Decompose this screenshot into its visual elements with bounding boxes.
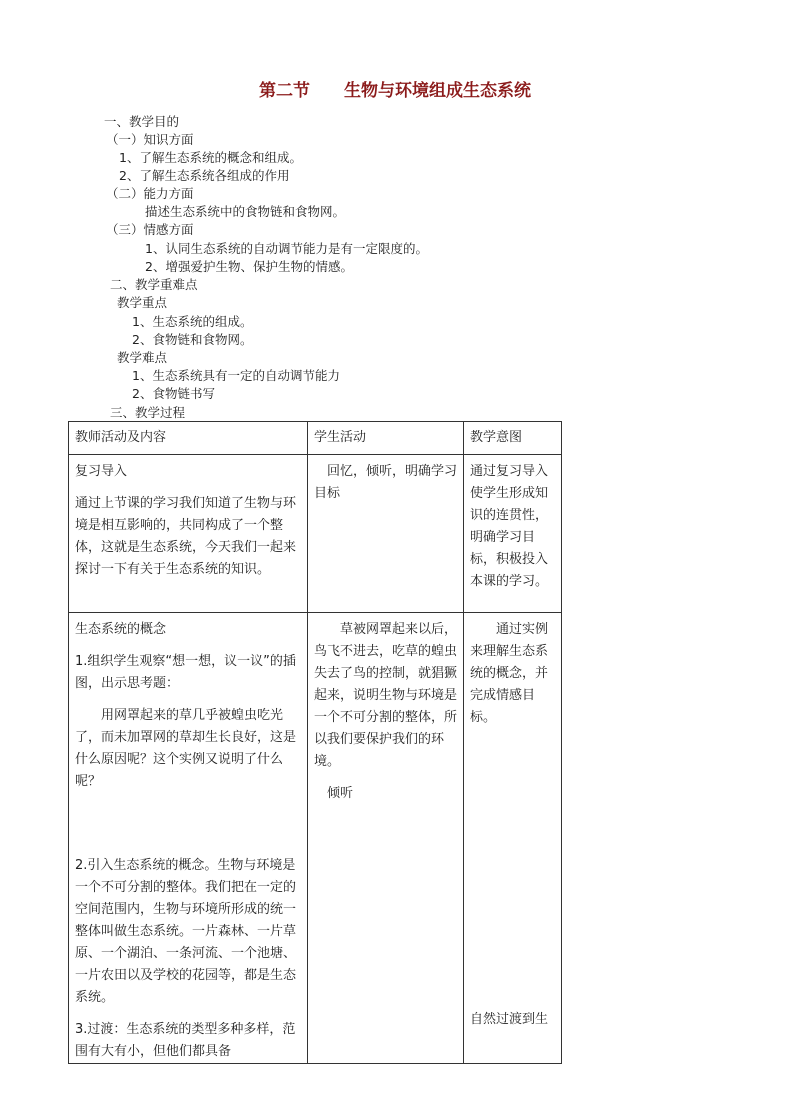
outline-line: 1、了解生态系统的概念和组成。 xyxy=(119,150,302,165)
outline-line: （一）知识方面 xyxy=(106,132,194,147)
outline-line: 2、食物链和食物网。 xyxy=(132,332,253,347)
header-student: 学生活动 xyxy=(308,422,464,455)
paragraph: 用网罩起来的草几乎被蝗虫吃光了，而未加罩网的草却生长良好，这是什么原因呢？这个实例又说明了什么呢？ xyxy=(75,708,297,789)
outline-line: 教学难点 xyxy=(117,350,168,365)
table-header-row xyxy=(69,422,562,455)
intent-cell xyxy=(464,455,562,613)
outline-line: 1、认同生态系统的自动调节能力是有一定限度的。 xyxy=(145,241,428,256)
outline-line: 教学重点 xyxy=(117,295,168,310)
paragraph: 倾听 xyxy=(327,786,354,801)
paragraph: 3.过渡：生态系统的类型多种多样，范围有大有小，但他们都具备 xyxy=(75,1022,296,1059)
outline-line: （二）能力方面 xyxy=(106,186,194,201)
table-row xyxy=(69,613,562,1064)
paragraph: 自然过渡到生 xyxy=(470,1012,549,1027)
outline-line: 一、教学目的 xyxy=(104,114,180,129)
section-heading: 复习导入 xyxy=(75,464,128,479)
outline-line: 二、教学重难点 xyxy=(110,277,198,292)
teacher-cell xyxy=(69,455,308,613)
intent-cell xyxy=(464,613,562,1064)
student-cell xyxy=(308,613,464,1064)
teacher-cell xyxy=(69,613,308,1064)
outline-line: 描述生态系统中的食物链和食物网。 xyxy=(145,204,346,219)
outline-line: 1、生态系统具有一定的自动调节能力 xyxy=(132,368,340,383)
header-intent: 教学意图 xyxy=(464,422,562,455)
outline-line: 2、增强爱护生物、保护生物的情感。 xyxy=(145,259,353,274)
spacer xyxy=(75,793,301,845)
outline-line: 三、教学过程 xyxy=(110,405,186,420)
teaching-process-table xyxy=(68,421,562,1064)
table-row xyxy=(69,455,562,613)
section-heading: 生态系统的概念 xyxy=(75,622,167,637)
paragraph: 草被网罩起来以后，鸟飞不进去，吃草的蝗虫失去了鸟的控制，就猖獗起来，说明生物与环境是一个不可分割的整体，所以我们要保护我们的环境。 xyxy=(314,622,458,769)
outline-line: （三）情感方面 xyxy=(106,222,194,237)
page-title: 第二节 生物与环境组成生态系统 xyxy=(259,81,531,101)
paragraph: 通过实例来理解生态系统的概念，并完成情感目标。 xyxy=(470,622,549,725)
paragraph: 1.组织学生观察“想一想，议一议”的插图，出示思考题： xyxy=(75,654,296,691)
outline-line: 2、食物链书写 xyxy=(132,386,215,401)
paragraph: 通过上节课的学习我们知道了生物与环境是相互影响的，共同构成了一个整体，这就是生态系统，今天我们一起来探讨一下有关于生态系统的知识。 xyxy=(75,496,297,577)
paragraph: 回忆，倾听，明确学习目标 xyxy=(314,464,458,501)
header-teacher: 教师活动及内容 xyxy=(69,422,308,455)
outline-line: 2、了解生态系统各组成的作用 xyxy=(119,168,290,183)
outline-line: 1、生态系统的组成。 xyxy=(132,314,253,329)
paragraph: 通过复习导入使学生形成知识的连贯性，明确学习目标，积极投入本课的学习。 xyxy=(470,464,549,589)
paragraph: 2.引入生态系统的概念。生物与环境是一个不可分割的整体。我们把在一定的空间范围内，生物与环境所形成的统一整体叫做生态系统。一片森林、一片草原、一个湖泊、一条河流、一个池塘、一片农田以及学校的花园等，都是生态系统。 xyxy=(75,858,297,1005)
student-cell xyxy=(308,455,464,613)
